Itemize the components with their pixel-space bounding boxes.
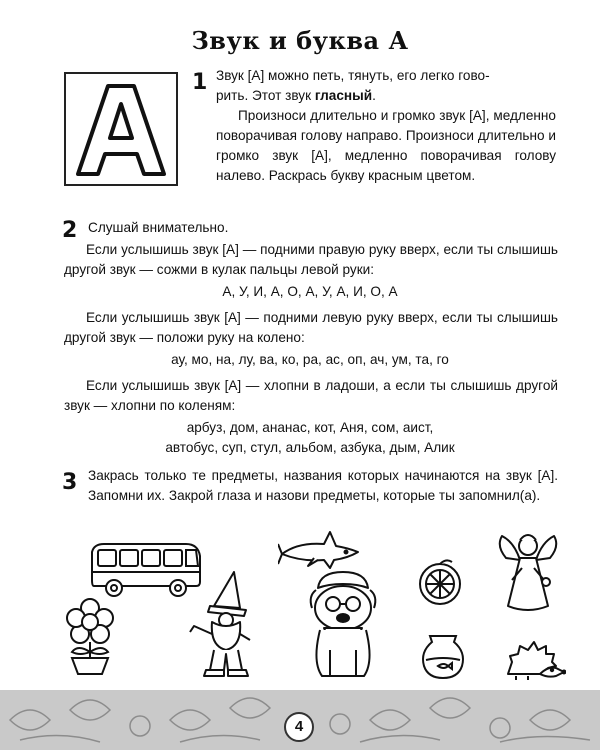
task-2-block-3-text: Если услышишь звук [А] — хлопни в ладоши, а если ты слышишь другой звук — хлопни по коленям:	[64, 378, 558, 413]
page-number: 4	[284, 712, 314, 742]
letter-a-outline-icon	[66, 74, 176, 184]
task-1-line-2: рить. Этот звук	[216, 88, 315, 103]
task-2-block-3	[64, 376, 558, 416]
task-2-block-1	[64, 240, 558, 280]
task-1-bold-word: гласный	[314, 88, 373, 103]
task-1-number: 1	[192, 70, 208, 95]
orange-icon[interactable]	[414, 556, 466, 608]
gnome-icon[interactable]	[184, 570, 256, 680]
pug-dog-icon[interactable]	[300, 566, 386, 682]
task-2-sounds-1: А, У, И, А, О, А, У, А, И, О, А	[222, 284, 398, 299]
task-1-line-1: Звук [А] можно петь, тянуть, его легко гово-	[216, 68, 490, 83]
letter-a-frame[interactable]	[64, 72, 178, 186]
task-2-block-2-text: Если услышишь звук [А] — подними левую руку вверх, если ты слышишь другой звук — положи руку на колено:	[64, 310, 558, 345]
task-2-block-1-text: Если услышишь звук [А] — подними правую руку вверх, если ты слышишь другой звук — сожми в кулак пальцы левой руки:	[64, 242, 558, 277]
task-3-block	[88, 466, 558, 506]
angel-icon[interactable]	[496, 528, 560, 616]
page-title: Звук и буква А	[191, 26, 409, 55]
flower-pot-icon[interactable]	[58, 596, 122, 676]
task-2-number: 2	[62, 218, 78, 243]
hedgehog-icon[interactable]	[502, 640, 566, 684]
task-3-text: Закрась только те предметы, названия которых начинаются на звук [А]. Запомни их. Закрой глаза и назови предметы, которые ты запомнил(а).	[88, 468, 558, 503]
task-2-block-2	[64, 308, 558, 348]
task-2-intro: Слушай внимательно.	[88, 220, 229, 235]
task-1-instruction: Произноси длительно и громко звук [А], медленно поворачивая голову направо. Произноси длительно и громко звук [А], медленно поворачивая голову налево. Раскрась букву красным цветом.	[216, 108, 556, 183]
fishbowl-icon[interactable]	[418, 630, 468, 680]
task-2-words-2: автобус, суп, стул, альбом, азбука, дым, Алик	[165, 440, 455, 455]
task-1-line-2-end: .	[372, 88, 376, 103]
task-2-sounds-2: ау, мо, на, лу, ва, ко, ра, ас, оп, ач, ум, та, го	[171, 352, 449, 367]
task-3-number: 3	[62, 470, 78, 495]
task-2-words-1: арбуз, дом, ананас, кот, Аня, сом, аист,	[186, 420, 434, 435]
task-1-text	[216, 66, 556, 186]
